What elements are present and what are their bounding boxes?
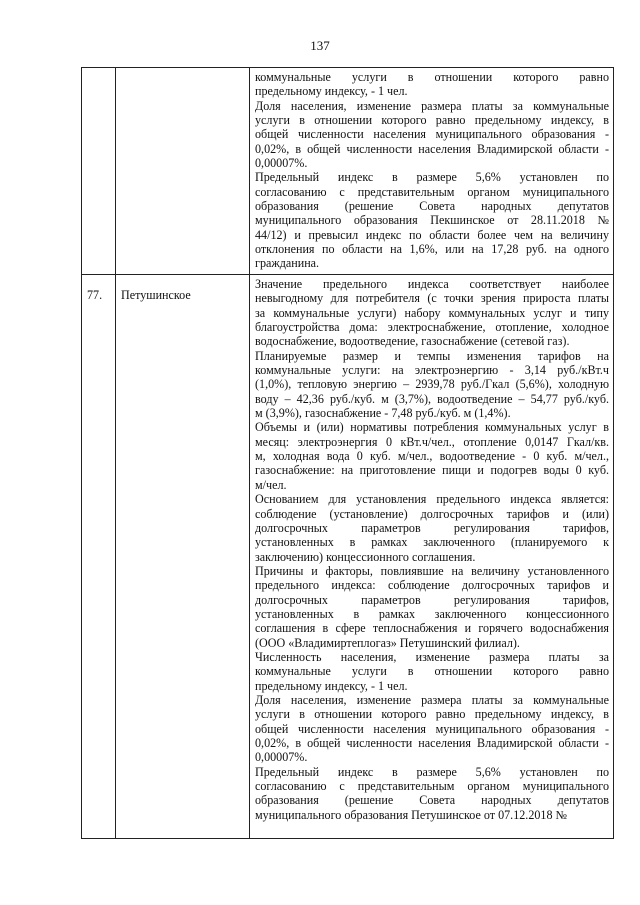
text-line: за коммунальные услуги) набору коммунальных услуг и типу	[255, 305, 609, 320]
text-line: Планируемые размер и темпы изменения тарифов на	[255, 348, 609, 363]
municipality-name	[116, 68, 249, 81]
text-line: установленных в рамках заключенного концессионного	[255, 606, 609, 621]
text-line: образования (решение Совета народных депутатов	[255, 793, 609, 808]
text-line: коммунальные услуги: на электроэнергию - 3,14 руб./кВт.ч	[255, 363, 609, 378]
text-line: Значение предельного индекса соответствует наиболее	[255, 277, 609, 291]
municipality-name: Петушинское	[121, 288, 191, 302]
text-line: (1,0%), тепловую энергию – 2939,78 руб./Гкал (5,6%), холодную	[255, 377, 609, 392]
description-cell	[250, 275, 614, 839]
table-row	[82, 68, 614, 275]
row-number-cell	[82, 275, 116, 839]
text-line: коммунальные услуги в отношении которого равно	[255, 70, 609, 84]
index-table	[81, 67, 614, 839]
text-line: согласованию с представительным органом муниципального	[255, 184, 609, 199]
description-text	[250, 68, 613, 271]
text-line: 0,00007%.	[255, 750, 308, 765]
municipality-cell	[116, 275, 250, 839]
text-line: соблюдение (установление) долгосрочных тарифов и (или)	[255, 506, 609, 521]
text-line: согласованию с представительным органом муниципального	[255, 779, 609, 794]
text-line: коммунальные услуги в отношении которого равно	[255, 664, 609, 679]
text-line: невыгодному для потребителя (с точки зрения прироста платы	[255, 291, 609, 306]
text-line: образования (решение Совета народных депутатов	[255, 199, 609, 214]
text-line: Предельный индекс в размере 5,6% установлен по	[255, 170, 609, 185]
text-line: общей численности населения муниципального образования -	[255, 721, 609, 736]
text-line: общей численности населения муниципального образования -	[255, 127, 609, 142]
municipality-cell	[116, 68, 250, 275]
text-line: услуги в отношении которого равно предельному индексу, в	[255, 113, 609, 128]
description-text	[250, 275, 613, 822]
text-line: отклонения по области на 1,6%, или на 17,28 руб. на одного	[255, 242, 609, 257]
text-line: 44/12) и превысил индекс по области более чем на величину	[255, 227, 609, 242]
text-line: 0,00007%.	[255, 156, 308, 171]
row-number-cell	[82, 68, 116, 275]
text-line: м/чел.	[255, 477, 287, 492]
text-line: заключению) концессионного соглашения.	[255, 549, 476, 564]
table-row	[82, 275, 614, 839]
text-line: долгосрочных параметров регулирования тарифов,	[255, 592, 609, 607]
text-line: предельного индекса: соблюдение долгосрочных тарифов и	[255, 578, 609, 593]
text-line: Предельный индекс в размере 5,6% установлен по	[255, 764, 609, 779]
text-line: Доля населения, изменение размера платы за коммунальные	[255, 98, 609, 113]
text-line: Доля населения, изменение размера платы за коммунальные	[255, 692, 609, 707]
description-cell	[250, 68, 614, 275]
text-line: муниципального образования Пекшинское от 28.11.2018 №	[255, 213, 609, 228]
text-line: предельному индексу, - 1 чел.	[255, 84, 408, 99]
page-number: 137	[310, 38, 330, 53]
row-number: 77.	[87, 288, 103, 302]
text-line: предельному индексу, - 1 чел.	[255, 678, 408, 693]
text-line: Основанием для установления предельного индекса является:	[255, 492, 609, 507]
text-line: долгосрочных параметров регулирования тарифов,	[255, 520, 609, 535]
text-line: Численность населения, изменение размера платы за	[255, 649, 609, 664]
text-line: Объемы и (или) нормативы потребления коммунальных услуг в	[255, 420, 609, 435]
text-line: воду – 42,36 руб./куб. м (3,7%), водоотведение – 54,77 руб./куб.	[255, 391, 609, 406]
text-line: Причины и факторы, повлиявшие на величину установленного	[255, 563, 609, 578]
text-line: 0,02%, в общей численности населения Владимирской области -	[255, 736, 609, 750]
text-line: м, холодная вода 0 куб. м/чел., водоотведение - 0 куб. м/чел.,	[255, 449, 609, 464]
text-line: водоснабжение, водоотведение, газоснабжение (сетевой газ).	[255, 334, 570, 349]
text-line: газоснабжение: на приготовление пищи и подогрев воды 0 куб.	[255, 463, 609, 478]
text-line: услуги в отношении которого равно предельному индексу, в	[255, 707, 609, 722]
text-line: муниципального образования Петушинское от 07.12.2018 №	[255, 807, 568, 822]
text-line: соглашения в сфере теплоснабжения и горячего водоснабжения	[255, 621, 609, 636]
text-line: установленных в рамках заключенного (планируемого к	[255, 535, 609, 550]
text-line: м (3,9%), газоснабжение - 7,48 руб./куб. м (1,4%).	[255, 406, 511, 421]
text-line: благоустройства дома: электроснабжение, отопление, холодное	[255, 320, 609, 335]
text-line: 0,02%, в общей численности населения Владимирской области -	[255, 141, 609, 156]
text-line: месяц: электроэнергия 0 кВт.ч/чел., отопление 0,0147 Гкал/кв.	[255, 434, 609, 449]
text-line: (ООО «Владимиртеплогаз» Петушинский филиал).	[255, 635, 520, 650]
text-line: гражданина.	[255, 256, 320, 271]
row-number	[82, 68, 115, 81]
